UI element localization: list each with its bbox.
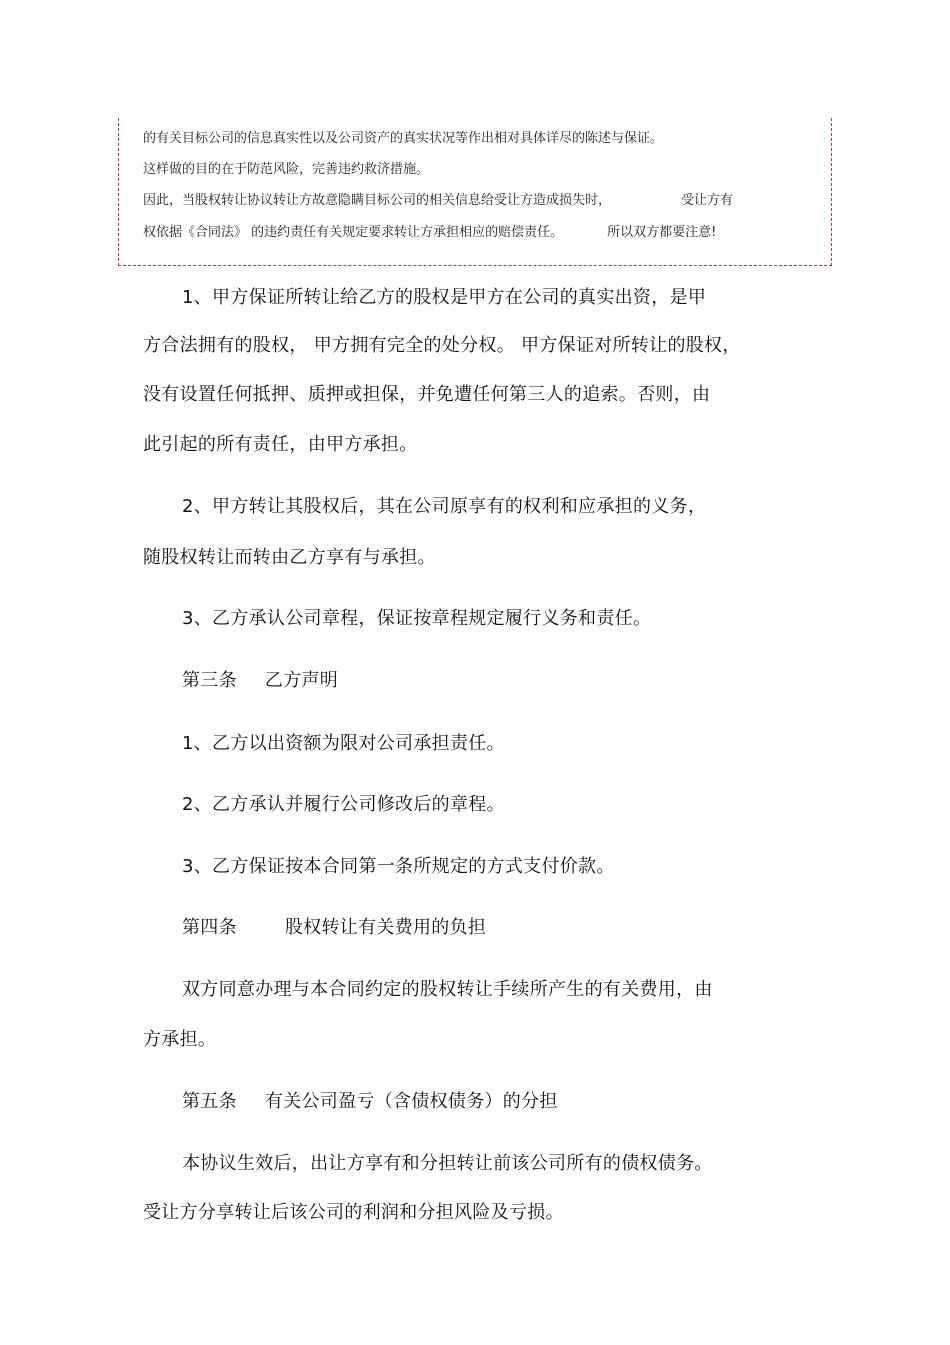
article-5-title: 有关公司盈亏（含债权债务）的分担 xyxy=(264,1091,558,1112)
para-1-line-1: 1、甲方保证所转让给乙方的股权是甲方在公司的真实出资，是甲 xyxy=(182,287,707,308)
note-line-1: 的有关目标公司的信息真实性以及公司资产的真实状况等作出相对具体详尽的陈述与保证。 xyxy=(143,131,664,146)
para-1-line-2: 方合法拥有的股权， 甲方拥有完全的处分权。 甲方保证对所转让的股权， xyxy=(143,335,741,356)
note-line-4 xyxy=(143,221,716,240)
article-4-title: 股权转让有关费用的负担 xyxy=(284,917,487,938)
note-line-3-part-b: 受让方有 xyxy=(681,193,734,208)
article-5-heading xyxy=(182,1087,558,1113)
article-3-item-1: 1、乙方以出资额为限对公司承担责任。 xyxy=(182,733,505,754)
article-4-heading xyxy=(182,913,486,939)
note-line-4-part-a: 权依据《合同法》 的违约责任有关规定要求转让方承担相应的赔偿责任。 xyxy=(143,225,564,240)
para-1-line-3: 没有设置任何抵押、质押或担保，并免遭任何第三人的追索。否则，由 xyxy=(143,384,711,405)
article-3-item-2: 2、乙方承认并履行公司修改后的章程。 xyxy=(182,794,505,815)
article-4-line-1: 双方同意办理与本合同约定的股权转让手续所产生的有关费用，由 xyxy=(182,979,713,1000)
note-line-4-part-b: 所以双方都要注意! xyxy=(607,225,717,240)
article-5-line-1: 本协议生效后，出让方享有和分担转让前该公司所有的债权债务。 xyxy=(182,1153,713,1174)
para-2-line-1: 2、甲方转让其股权后，其在公司原享有的权利和应承担的义务， xyxy=(182,496,707,517)
article-4-number: 第四条 xyxy=(182,917,237,938)
note-line-3-part-a: 因此，当股权转让协议转让方故意隐瞒目标公司的相关信息给受让方造成损失时， xyxy=(143,193,612,208)
article-3-title: 乙方声明 xyxy=(264,670,339,691)
para-2-line-2: 随股权转让而转由乙方享有与承担。 xyxy=(143,547,436,568)
article-3-heading xyxy=(182,666,338,692)
para-1-line-4: 此引起的所有责任，由甲方承担。 xyxy=(143,434,418,455)
article-3-number: 第三条 xyxy=(182,670,237,691)
note-line-2: 这样做的目的在于防范风险，完善违约救济措施。 xyxy=(143,162,430,177)
article-5-number: 第五条 xyxy=(182,1091,237,1112)
note-line-3 xyxy=(143,189,733,208)
article-5-line-2: 受让方分享转让后该公司的利润和分担风险及亏损。 xyxy=(143,1202,564,1223)
article-3-item-3: 3、乙方保证按本合同第一条所规定的方式支付价款。 xyxy=(182,856,615,877)
para-3: 3、乙方承认公司章程，保证按章程规定履行义务和责任。 xyxy=(182,608,652,629)
article-4-line-2: 方承担。 xyxy=(143,1029,217,1050)
